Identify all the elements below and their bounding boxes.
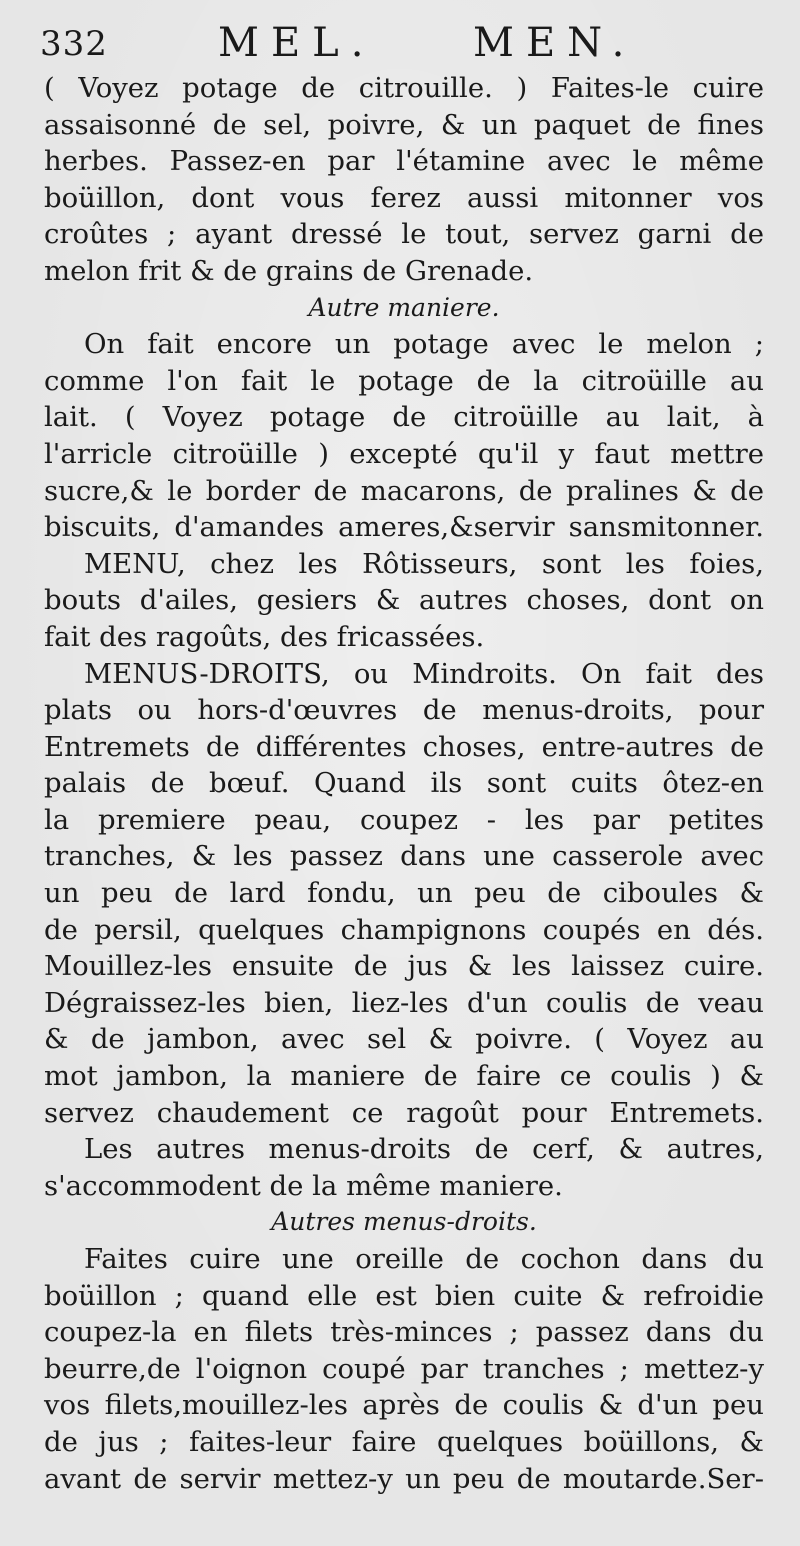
text-line: biscuits, d'amandes ameres,&servir sansmitonner. (44, 511, 764, 544)
text-line: tranches, & les passez dans une casserole avec (44, 840, 764, 873)
text-line: palais de bœuf. Quand ils sont cuits ôtez-en (44, 767, 764, 800)
text-line: vos filets,mouillez-les après de coulis & d'un peu (44, 1389, 764, 1422)
text-line: beurre,de l'oignon coupé par tranches ; mettez-y (44, 1352, 764, 1385)
section-heading: Autre maniere. (308, 292, 500, 322)
text-line: sucre,& le border de macarons, de pralines & de (44, 474, 764, 507)
text-line: boüillon, dont vous ferez aussi mitonner vos (44, 181, 764, 214)
entry-start-menu: MENU, chez les Rôtisseurs, sont les foies, (84, 547, 764, 580)
text-line: plats ou hors-d'œuvres de menus-droits, pour (44, 694, 764, 727)
text-line: melon frit & de grains de Grenade. (44, 254, 534, 287)
text-line: herbes. Passez-en par l'étamine avec le même (44, 145, 764, 178)
text-line: Les autres menus-droits de cerf, & autres, (84, 1133, 764, 1166)
entry-start-menus-droits: MENUS-DROITS, ou Mindroits. On fait des (84, 657, 764, 690)
text-line: un peu de lard fondu, un peu de ciboules & (44, 877, 764, 910)
text-line: ( Voyez potage de citrouille. ) Faites-le cuire (44, 72, 764, 104)
page-number: 332 (40, 24, 108, 64)
page-header (40, 10, 760, 70)
text-line: fait des ragoûts, des fricassées. (44, 620, 485, 653)
text-line: boüillon ; quand elle est bien cuite & refroidie (44, 1279, 764, 1312)
text-line: la premiere peau, coupez - les par petites (44, 803, 764, 836)
text-line: avant de servir mettez-y un peu de moutarde.Ser- (44, 1462, 764, 1495)
text-line: lait. ( Voyez potage de citroüille au lait, à (44, 401, 764, 434)
running-head-right: MEN. (473, 20, 637, 66)
text-line: s'accommodent de la même maniere. (44, 1169, 563, 1202)
text-line: Faites cuire une oreille de cochon dans du (84, 1243, 764, 1275)
text-line: Dégraissez-les bien, liez-les d'un coulis de veau (44, 986, 764, 1019)
running-head-left: MEL. (218, 20, 376, 66)
text-line: de jus ; faites-leur faire quelques boüillons, & (44, 1425, 764, 1458)
text-line: On fait encore un potage avec le melon ; (84, 328, 764, 361)
text-line: de persil, quelques champignons coupés en dés. (44, 913, 764, 946)
text-line: Entremets de différentes choses, entre-autres de (44, 730, 764, 763)
text-line: bouts d'ailes, gesiers & autres choses, dont on (44, 584, 764, 617)
section-heading: Autres menus-droits. (271, 1207, 537, 1237)
text-line: Mouillez-les ensuite de jus & les laissez cuire. (44, 950, 764, 983)
text-line: coupez-la en filets très-minces ; passez dans du (44, 1316, 764, 1349)
text-line: comme l'on fait le potage de la citroüille au (44, 364, 764, 397)
text-line: l'arricle citroüille ) excepté qu'il y faut mettre (44, 437, 764, 470)
text-line: assaisonné de sel, poivre, & un paquet de fines (44, 108, 764, 141)
text-line: mot jambon, la maniere de faire ce coulis ) & (44, 1060, 764, 1093)
body-text (44, 70, 764, 1497)
text-line: servez chaudement ce ragoût pour Entremets. (44, 1096, 764, 1129)
text-line: croûtes ; ayant dressé le tout, servez garni de (44, 218, 764, 251)
text-line: & de jambon, avec sel & poivre. ( Voyez au (44, 1023, 764, 1056)
